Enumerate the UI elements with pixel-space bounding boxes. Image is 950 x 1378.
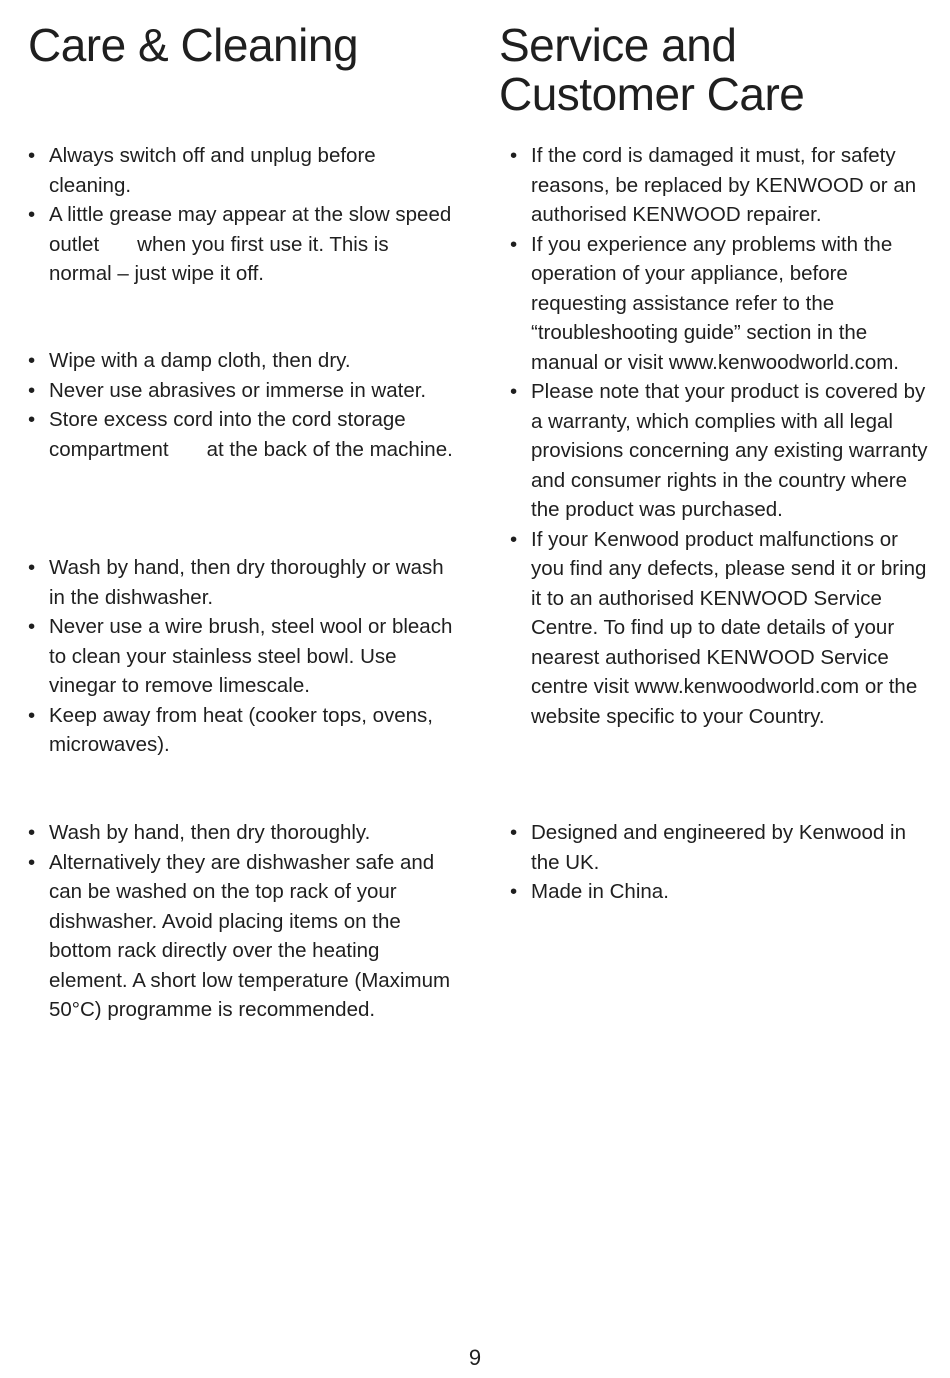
title-line-2: Customer Care: [499, 68, 805, 120]
list-item: • If your Kenwood product malfunctions or you find any defects, please send it or bring it to an authorised KENWOOD Service Centre. To find up to date details of your nearest authorised KENWOOD Service centre visit www.kenwoodworld.com or the website specific to your Country.: [510, 525, 930, 732]
list-item: • Wipe with a damp cloth, then dry.: [28, 346, 453, 376]
list-item: [28, 405, 453, 464]
list-item: • Wash by hand, then dry thoroughly or wash in the dishwasher.: [28, 553, 453, 612]
title-line-1: Service and: [499, 19, 737, 71]
list-item-text: A little grease may appear at the slow speed outlet: [49, 203, 452, 256]
list-item: • Please note that your product is covered by a warranty, which complies with all legal provisions concerning any existing warranty and consumer rights in the country where the product was purchased.: [510, 377, 930, 525]
list-item: [28, 200, 453, 289]
list-item: • Made in China.: [510, 877, 930, 907]
list-item: • Keep away from heat (cooker tops, ovens, microwaves).: [28, 701, 453, 760]
page-number: 9: [468, 1345, 482, 1370]
service-customer-care-title: [499, 21, 804, 119]
bullet-list-service: [510, 141, 930, 731]
list-item: • If the cord is damaged it must, for safety reasons, be replaced by KENWOOD or an authorised KENWOOD repairer.: [510, 141, 930, 230]
bullet-list-body: [28, 346, 453, 464]
list-item: • If you experience any problems with the operation of your appliance, before requesting assistance refer to the “troubleshooting guide” section in the manual or visit www.kenwoodworld.com.: [510, 230, 930, 378]
bullet-list-general: [28, 141, 453, 289]
bullet-list-tools: [28, 818, 453, 1025]
list-item: • Always switch off and unplug before cleaning.: [28, 141, 453, 200]
list-item: • Designed and engineered by Kenwood in the UK.: [510, 818, 930, 877]
list-item-text: when you first use it. This is normal – just wipe it off.: [49, 232, 389, 285]
care-cleaning-title: Care & Cleaning: [28, 19, 359, 71]
list-item: • Never use a wire brush, steel wool or bleach to clean your stainless steel bowl. Use vinegar to remove limescale.: [28, 612, 453, 701]
list-item: • Alternatively they are dishwasher safe and can be washed on the top rack of your dishwasher. Avoid placing items on the bottom rack directly over the heating element. A short low temperature (Maximum 50°C) programme is recommended.: [28, 848, 453, 1025]
bullet-list-origin: [510, 818, 930, 907]
list-item-text: Store excess cord into the cord storage compartment: [49, 408, 406, 461]
list-item: • Wash by hand, then dry thoroughly.: [28, 818, 453, 848]
bullet-list-bowl: [28, 553, 453, 760]
list-item-text: at the back of the machine.: [206, 437, 453, 461]
list-item: • Never use abrasives or immerse in water.: [28, 376, 453, 406]
